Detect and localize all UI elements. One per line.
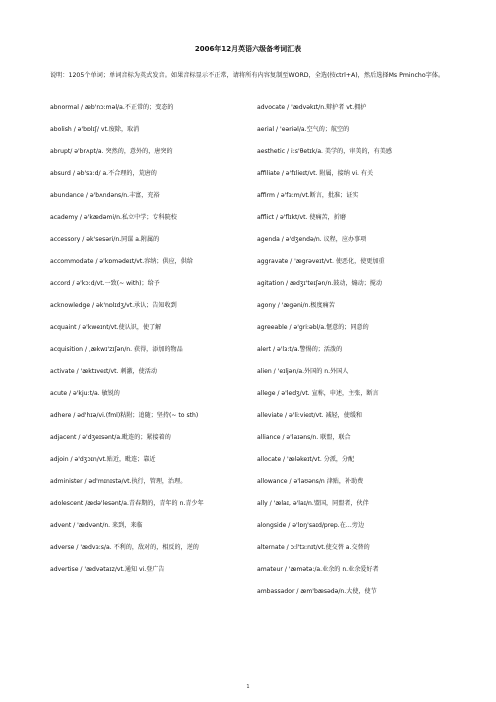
vocab-entry: affiliate / ə'fɪlieɪt/vt. 附属，接纳 vi. 有关 — [257, 170, 374, 177]
vocab-entry: adverse / 'ædvɜ:s/a. 不利的，敌对的，相反的，逆的 — [50, 544, 199, 551]
vocab-entry: absurd / əb'sɜ:d/ a.不合理的，荒唐的 — [50, 170, 157, 177]
page-number: 1 — [246, 684, 250, 690]
vocab-entry: alongside / ə'lɒŋ'saɪd/prep.在…旁边 — [257, 522, 365, 529]
vocab-entry: acquisition / ˌækwɪ'zɪʃən/n. 获得，添加的物品 — [50, 346, 183, 353]
page-title: 2006年12月英语六级备考词汇表 — [194, 45, 302, 53]
vocab-entry: affirm / ə'fɜ:m/vt.断言，批准；证实 — [257, 192, 359, 199]
vocab-entry: administer / əd'mɪnɪstə/vt.执行，管理，治理。 — [50, 478, 187, 485]
vocab-entry: alternate / ɔ:l'tɜ:nɪt/vt.使交替 a.交替的 — [257, 544, 370, 551]
vocab-entry: allocate / 'æləkeɪt/vt. 分派，分配 — [257, 456, 355, 463]
vocab-entry: activate / 'æktɪveɪt/vt. 刺激，使活动 — [50, 368, 157, 375]
vocab-entry: acute / ə'kju:t/a. 敏锐的 — [50, 390, 120, 397]
vocab-entry: aggravate / 'ægrəveɪt/vt. 使恶化，使更加重 — [257, 258, 385, 265]
vocab-entry: advent / 'ædvənt/n. 来到，来临 — [50, 522, 143, 529]
vocab-entry: allege / ə'ledʒ/vt. 宣称，申述，主张，断言 — [257, 390, 379, 397]
vocab-entry: aerial / 'eəriəl/a.空气的；航空的 — [257, 126, 350, 133]
vocab-entry: agreeable / ə'gri:əbl/a.惬意的；同意的 — [257, 324, 369, 331]
vocab-entry: abrupt/ ə'brʌpt/a. 突然的，意外的，唐突的 — [50, 148, 173, 155]
vocab-entry: aesthetic / i:s'θetɪk/a. 美学的，审美的，有美感 — [257, 148, 392, 155]
vocab-entry: alien / 'eɪljən/a.外国的 n.外国人 — [257, 368, 349, 375]
vocab-entry: ambassador / æm'bæsədə/n.大使，使节 — [257, 588, 377, 595]
vocab-entry: abolish / ə'bɒlɪʃ/ vt.废除，取消 — [50, 126, 140, 133]
vocab-entry: alleviate / ə'li:vieɪt/vt. 减轻，使缓和 — [257, 412, 363, 419]
vocab-entry: alliance / ə'laɪəns/n. 联盟，联合 — [257, 434, 351, 441]
vocab-entry: advertise / 'ædvətaɪz/vt.通知 vi.登广告 — [50, 566, 165, 573]
vocab-entry: ally / 'ælaɪ, ə'laɪ/n.盟国，同盟者，伙伴 — [257, 500, 369, 507]
vocab-entry: adjoin / ə'dʒɔɪn/vt.贴近，毗连；靠近 — [50, 456, 156, 463]
vocab-entry: adolescent /ædə'lesənt/a.青春期的，青年的 n.青少年 — [50, 500, 204, 507]
vocab-entry: accessory / ək'sesəri/n.同谋 a.附属的 — [50, 236, 160, 243]
vocab-entry: alert / ə'lɜ:t/a.警惕的；活泼的 — [257, 346, 343, 353]
left-column — [50, 102, 264, 586]
vocab-entry: adjacent / ə'dʒeɪsənt/a.毗连的；紧接着的 — [50, 434, 171, 441]
intro-note: 说明：1205个单词；单词音标为英式发音。如果音标显示不正常，请将所有内容复制至WORD，全选(按ctrl+A)，然后选择Ms Pmincho字体。 — [50, 72, 445, 79]
vocab-entry: acquaint / ə'kweɪnt/vt.使认识，使了解 — [50, 324, 162, 331]
vocab-entry: acknowledge / ək'nɒlɪdʒ/vt.承认；告知收到 — [50, 302, 177, 309]
vocab-entry: academy / ə'kædəmi/n.私立中学；专科院校 — [50, 214, 177, 221]
vocab-entry: advocate / 'ædvəkɪt/n.辩护者 vt.拥护 — [257, 104, 367, 111]
vocab-entry: accommodate / ə'kɒmədeɪt/vt.容纳；供应，供给 — [50, 258, 193, 265]
vocab-entry: accord / ə'kɔ:d/vt.一致(~ with)；给予 — [50, 280, 160, 287]
right-column — [257, 102, 457, 608]
vocab-entry: agony / 'ægəni/n.极度痛苦 — [257, 302, 335, 309]
vocab-entry: allowance / ə'laʊəns/n 津贴，补助费 — [257, 478, 364, 485]
vocab-entry: afflict / ə'flɪkt/vt. 使痛苦，折磨 — [257, 214, 346, 221]
vocab-entry: agenda / ə'dʒendə/n. 议程，应办事项 — [257, 236, 367, 243]
vocab-entry: abundance / ə'bʌndəns/n.丰富，充裕 — [50, 192, 160, 199]
vocab-entry: amateur / 'æmətə:/a.业余的 n.业余爱好者 — [257, 566, 379, 573]
vocab-entry: adhere / əd'hɪə/vi.(fml)粘附；追随；坚持(~ to sth) — [50, 412, 199, 419]
vocab-entry: agitation / ædʒɪ'teɪʃən/n.鼓动，煽动；搅动 — [257, 280, 382, 287]
vocab-entry: abnormal / æb'nɔ:məl/a.不正常的；变态的 — [50, 104, 174, 111]
